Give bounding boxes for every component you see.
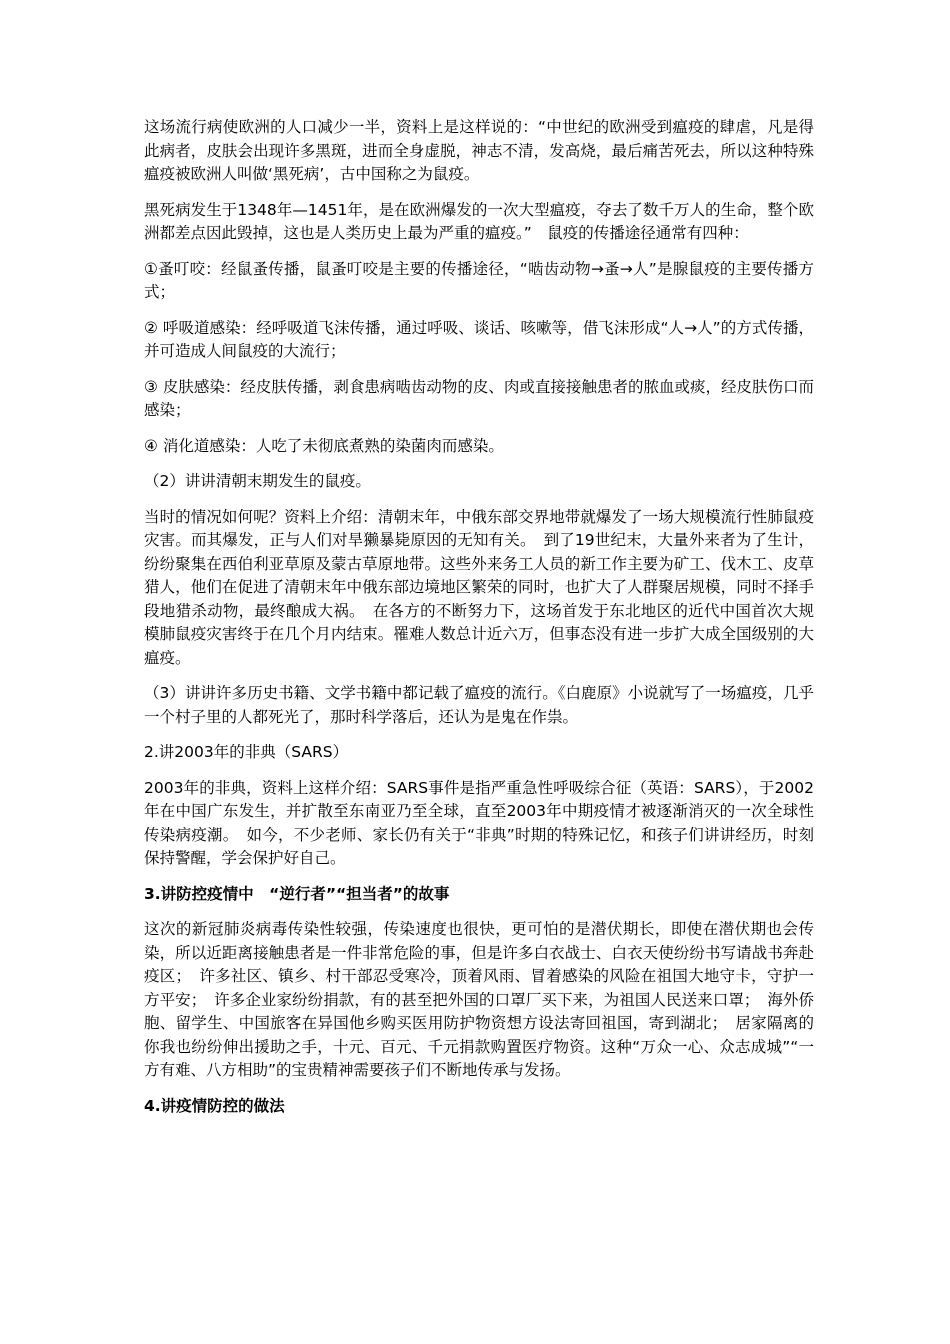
paragraph-sars: 2003年的非典，资料上这样介绍：SARS事件是指严重急性呼吸综合征（英语：SARS），于2002年在中国广东发生，并扩散至东南亚乃至全球，直至2003年中期疫情才被逐渐消灭的一次全球性传染病疫潮。 如今，不少老师、家长仍有关于“非典”时期的特殊记忆，和孩子们讲讲经历，时刻保持警醒，学会保护好自己。 <box>144 778 814 867</box>
heading-retrogrades-story: 3.讲防控疫情中 “逆行者”“担当者”的故事 <box>144 884 450 903</box>
paragraph-transmission-flea: ①蚤叮咬：经鼠蚤传播，鼠蚤叮咬是主要的传播途径，“啮齿动物→蚤→人”是腺鼠疫的主要传播方式； <box>144 259 814 301</box>
paragraph-literature-plague: （3）讲讲许多历史书籍、文学书籍中都记载了瘟疫的流行。《白鹿原》小说就写了一场瘟疫，几乎一个村子里的人都死光了，那时科学落后，还认为是鬼在作祟。 <box>144 684 814 726</box>
subheading-qing-plague: （2）讲讲清朝末期发生的鼠疫。 <box>144 472 371 490</box>
paragraph-black-death-history: 黑死病发生于1348年—1451年，是在欧洲爆发的一次大型瘟疫，夺去了数千万人的生命，整个欧洲都差点因此毁掉，这也是人类历史上最为严重的瘟疫。” 鼠疫的传播途径通常有四种： <box>144 200 814 242</box>
paragraph-covid-heroes: 这次的新冠肺炎病毒传染性较强，传染速度也很快，更可怕的是潜伏期长，即使在潜伏期也会传染，所以近距离接触患者是一件非常危险的事，但是许多白衣战士、白衣天使纷纷书写请战书奔赴疫区； 许多社区、镇乡、村干部忍受寒冷，顶着风雨、冒着感染的风险在祖国大地守卡，守护一方平安； 许多企业家纷纷捐款，有的甚至把外国的口罩厂买下来，为祖国人民送来口罩； 海外侨胞、留学生、中国旅客在异国他乡购买医用防护物资想方设法寄回祖国，寄到湖北； 居家隔离的你我也纷纷伸出援助之手，十元、百元、千元捐款购置医疗物资。这种“万众一心、众志成城”“一方有难、八方相助”的宝贵精神需要孩子们不断地传承与发扬。 <box>144 920 814 1079</box>
paragraph-black-death-intro: 这场流行病使欧洲的人口减少一半，资料上是这样说的：“中世纪的欧洲受到瘟疫的肆虐，凡是得此病者，皮肤会出现许多黑斑，进而全身虚脱，神志不清，发高烧，最后痛苦死去，所以这种特殊瘟疫被欧洲人叫做‘黑死病’，古中国称之为鼠疫。 <box>144 118 814 183</box>
paragraph-transmission-skin: ③ 皮肤感染：经皮肤传播，剥食患病啮齿动物的皮、肉或直接接触患者的脓血或痰，经皮肤伤口而感染； <box>144 377 814 419</box>
heading-prevention-methods: 4.讲疫情防控的做法 <box>144 1096 285 1115</box>
paragraph-qing-plague: 当时的情况如何呢？资料上介绍：清朝末年，中俄东部交界地带就爆发了一场大规模流行性肺鼠疫灾害。而其爆发，正与人们对旱獭暴毙原因的无知有关。 到了19世纪末，大量外来者为了生计，纷纷聚集在西伯利亚草原及蒙古草原地带。这些外来务工人员的新工作主要为矿工、伐木工、皮草猎人，他们在促进了清朝末年中俄东部边境地区繁荣的同时，也扩大了人群聚居规模，同时不择手段地猎杀动物，最终酿成大祸。 在各方的不断努力下，这场首发于东北地区的近代中国首次大规模肺鼠疫灾害终于在几个月内结束。罹难人数总计近六万，但事态没有进一步扩大成全国级别的大瘟疫。 <box>144 507 814 667</box>
paragraph-transmission-respiratory: ② 呼吸道感染：经呼吸道飞沫传播，通过呼吸、谈话、咳嗽等，借飞沫形成“人→人”的方式传播，并可造成人间鼠疫的大流行； <box>144 318 814 360</box>
subheading-sars: 2.讲2003年的非典（SARS） <box>144 743 349 761</box>
document-page <box>144 116 814 1130</box>
paragraph-transmission-digestive: ④ 消化道感染：人吃了未彻底煮熟的染菌肉而感染。 <box>144 436 504 455</box>
